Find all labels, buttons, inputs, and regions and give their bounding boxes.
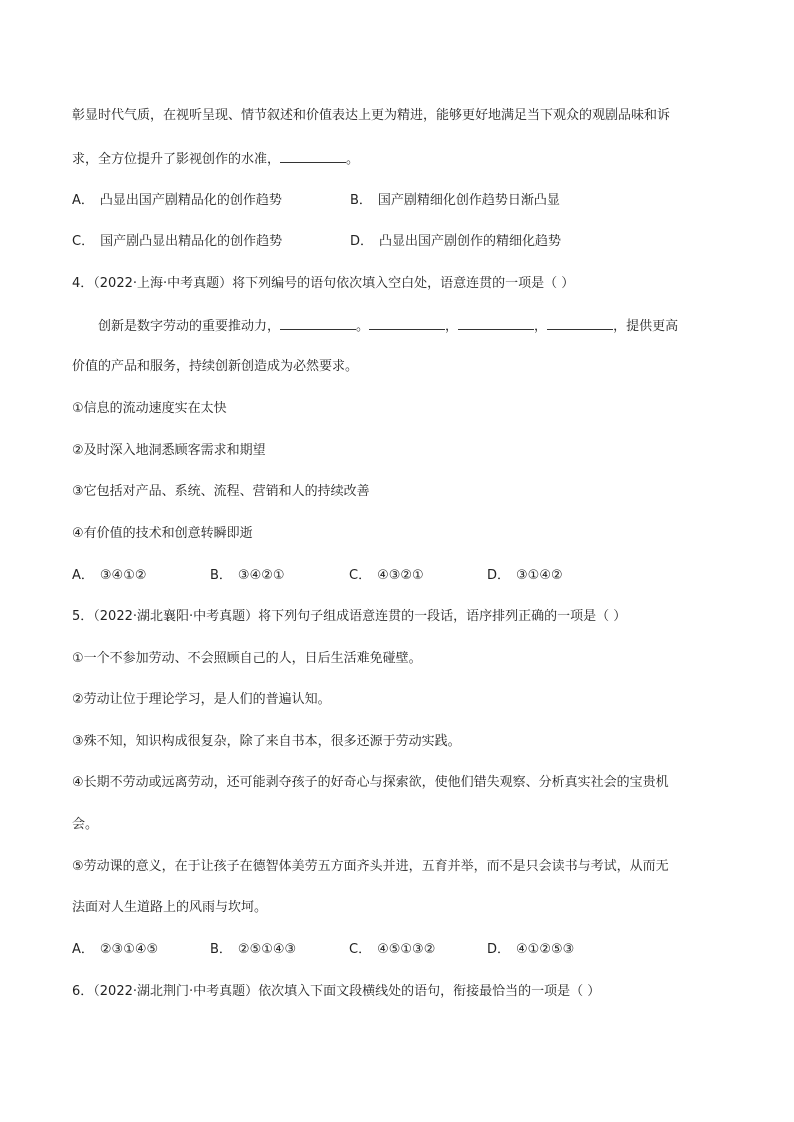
option-key: D．	[487, 568, 511, 583]
option-key: D．	[350, 234, 374, 249]
q4-blank-1[interactable]	[280, 316, 356, 330]
q5-sentence-1: ①一个不参加劳动、不会照顾自己的人，日后生活难免碰壁。	[72, 651, 422, 666]
option-text: ③④②①	[237, 568, 285, 583]
q4-sep-1: 。	[356, 319, 370, 334]
q5-sentence-3: ③殊不知，知识构成很复杂，除了来自书本，很多还源于劳动实践。	[72, 734, 461, 749]
q3-paragraph-line-2	[72, 149, 359, 170]
q4-stem: 将下列编号的语句依次填入空白处，语意连贯的一项是（ ）	[232, 276, 575, 291]
option-text: ④③②①	[377, 568, 424, 583]
q5-option-c[interactable]	[349, 940, 435, 960]
option-key: B．	[210, 568, 232, 583]
option-key: D．	[487, 942, 511, 957]
option-key: B．	[210, 942, 232, 957]
q4-sep-2: ，	[445, 319, 459, 334]
q4-item-1: ①信息的流动速度实在太快	[72, 401, 227, 416]
option-text: 国产剧凸显出精品化的创作趋势	[100, 234, 283, 249]
q3-period: 。	[346, 152, 360, 167]
option-text: ②⑤①④③	[237, 942, 297, 957]
q3-option-a[interactable]	[72, 191, 282, 211]
q5-sentence-2: ②劳动让位于理论学习，是人们的普遍认知。	[72, 692, 331, 707]
option-key: A．	[72, 942, 94, 957]
q4-blank-3[interactable]	[458, 316, 534, 330]
q4-blank-2[interactable]	[369, 316, 445, 330]
q4-item-2: ②及时深入地洞悉顾客需求和期望	[72, 443, 266, 458]
q6-header	[72, 982, 600, 1002]
q4-passage-line-2: 价值的产品和服务，持续创新创造成为必然要求。	[72, 359, 359, 374]
q4-header	[72, 274, 574, 294]
q5-sentence-4-line-1: ④长期不劳动或远离劳动，还可能剥夺孩子的好奇心与探索欲，使他们错失观察、分析真实社会的宝贵机	[72, 775, 669, 790]
q4-option-b[interactable]	[210, 566, 285, 586]
option-text: 国产剧精细化创作趋势日渐凸显	[377, 193, 560, 208]
option-text: ④⑤①③②	[377, 942, 436, 957]
option-text: ②③①④⑤	[99, 942, 159, 957]
option-key: C．	[349, 942, 372, 957]
q3-option-d[interactable]	[350, 232, 561, 252]
option-text: 凸显出国产剧精品化的创作趋势	[99, 193, 282, 208]
option-key: A．	[72, 568, 94, 583]
option-text: ④①②⑤③	[516, 942, 575, 957]
q4-option-c[interactable]	[349, 566, 424, 586]
q5-sentence-4-line-2: 会。	[72, 817, 99, 832]
option-text: ③④①②	[99, 568, 147, 583]
q4-source: （2022·上海·中考真题）	[93, 276, 233, 291]
q6-source: （2022·湖北荆门·中考真题）	[93, 984, 259, 999]
q4-passage-line-1	[98, 316, 678, 337]
q4-option-d[interactable]	[487, 566, 563, 586]
q5-header	[72, 607, 626, 627]
q3-answer-blank[interactable]	[280, 149, 346, 163]
q4-sep-3: ，	[534, 319, 548, 334]
q6-stem: 依次填入下面文段横线处的语句，衔接最恰当的一项是（ ）	[258, 984, 601, 999]
option-key: C．	[72, 234, 95, 249]
q5-option-a[interactable]	[72, 940, 158, 960]
q4-blank-4[interactable]	[547, 316, 613, 330]
q3-option-c[interactable]	[72, 232, 282, 252]
q3-paragraph-line-1: 彰显时代气质，在视听呈现、情节叙述和价值表达上更为精进，能够更好地满足当下观众的观剧品味和诉	[72, 108, 671, 123]
option-key: B．	[350, 193, 372, 208]
q4-passage-text: 创新是数字劳动的重要推动力，	[98, 319, 281, 334]
q4-number: 4．	[72, 276, 94, 291]
q4-item-3: ③它包括对产品、系统、流程、营销和人的持续改善	[72, 484, 370, 499]
q3-option-b[interactable]	[350, 191, 560, 211]
q5-option-b[interactable]	[210, 940, 296, 960]
q5-stem: 将下列句子组成语意连贯的一段话，语序排列正确的一项是（ ）	[258, 609, 627, 624]
q5-source: （2022·湖北襄阳·中考真题）	[93, 609, 259, 624]
option-text: 凸显出国产剧创作的精细化趋势	[379, 234, 562, 249]
q6-number: 6．	[72, 984, 94, 999]
q4-option-a[interactable]	[72, 566, 147, 586]
option-key: A．	[72, 193, 94, 208]
option-text: ③①④②	[516, 568, 563, 583]
q3-paragraph-text: 求，全方位提升了影视创作的水准，	[72, 152, 281, 167]
q5-sentence-5-line-2: 法面对人生道路上的风雨与坎坷。	[72, 900, 268, 915]
q4-sep-4: ，提供更高	[613, 319, 679, 334]
q5-sentence-5-line-1: ⑤劳动课的意义，在于让孩子在德智体美劳五方面齐头并进，五育并举，而不是只会读书与考试，从而无	[72, 859, 669, 874]
q5-option-d[interactable]	[487, 940, 574, 960]
q5-number: 5．	[72, 609, 94, 624]
option-key: C．	[349, 568, 372, 583]
q4-item-4: ④有价值的技术和创意转瞬即逝	[72, 526, 253, 541]
